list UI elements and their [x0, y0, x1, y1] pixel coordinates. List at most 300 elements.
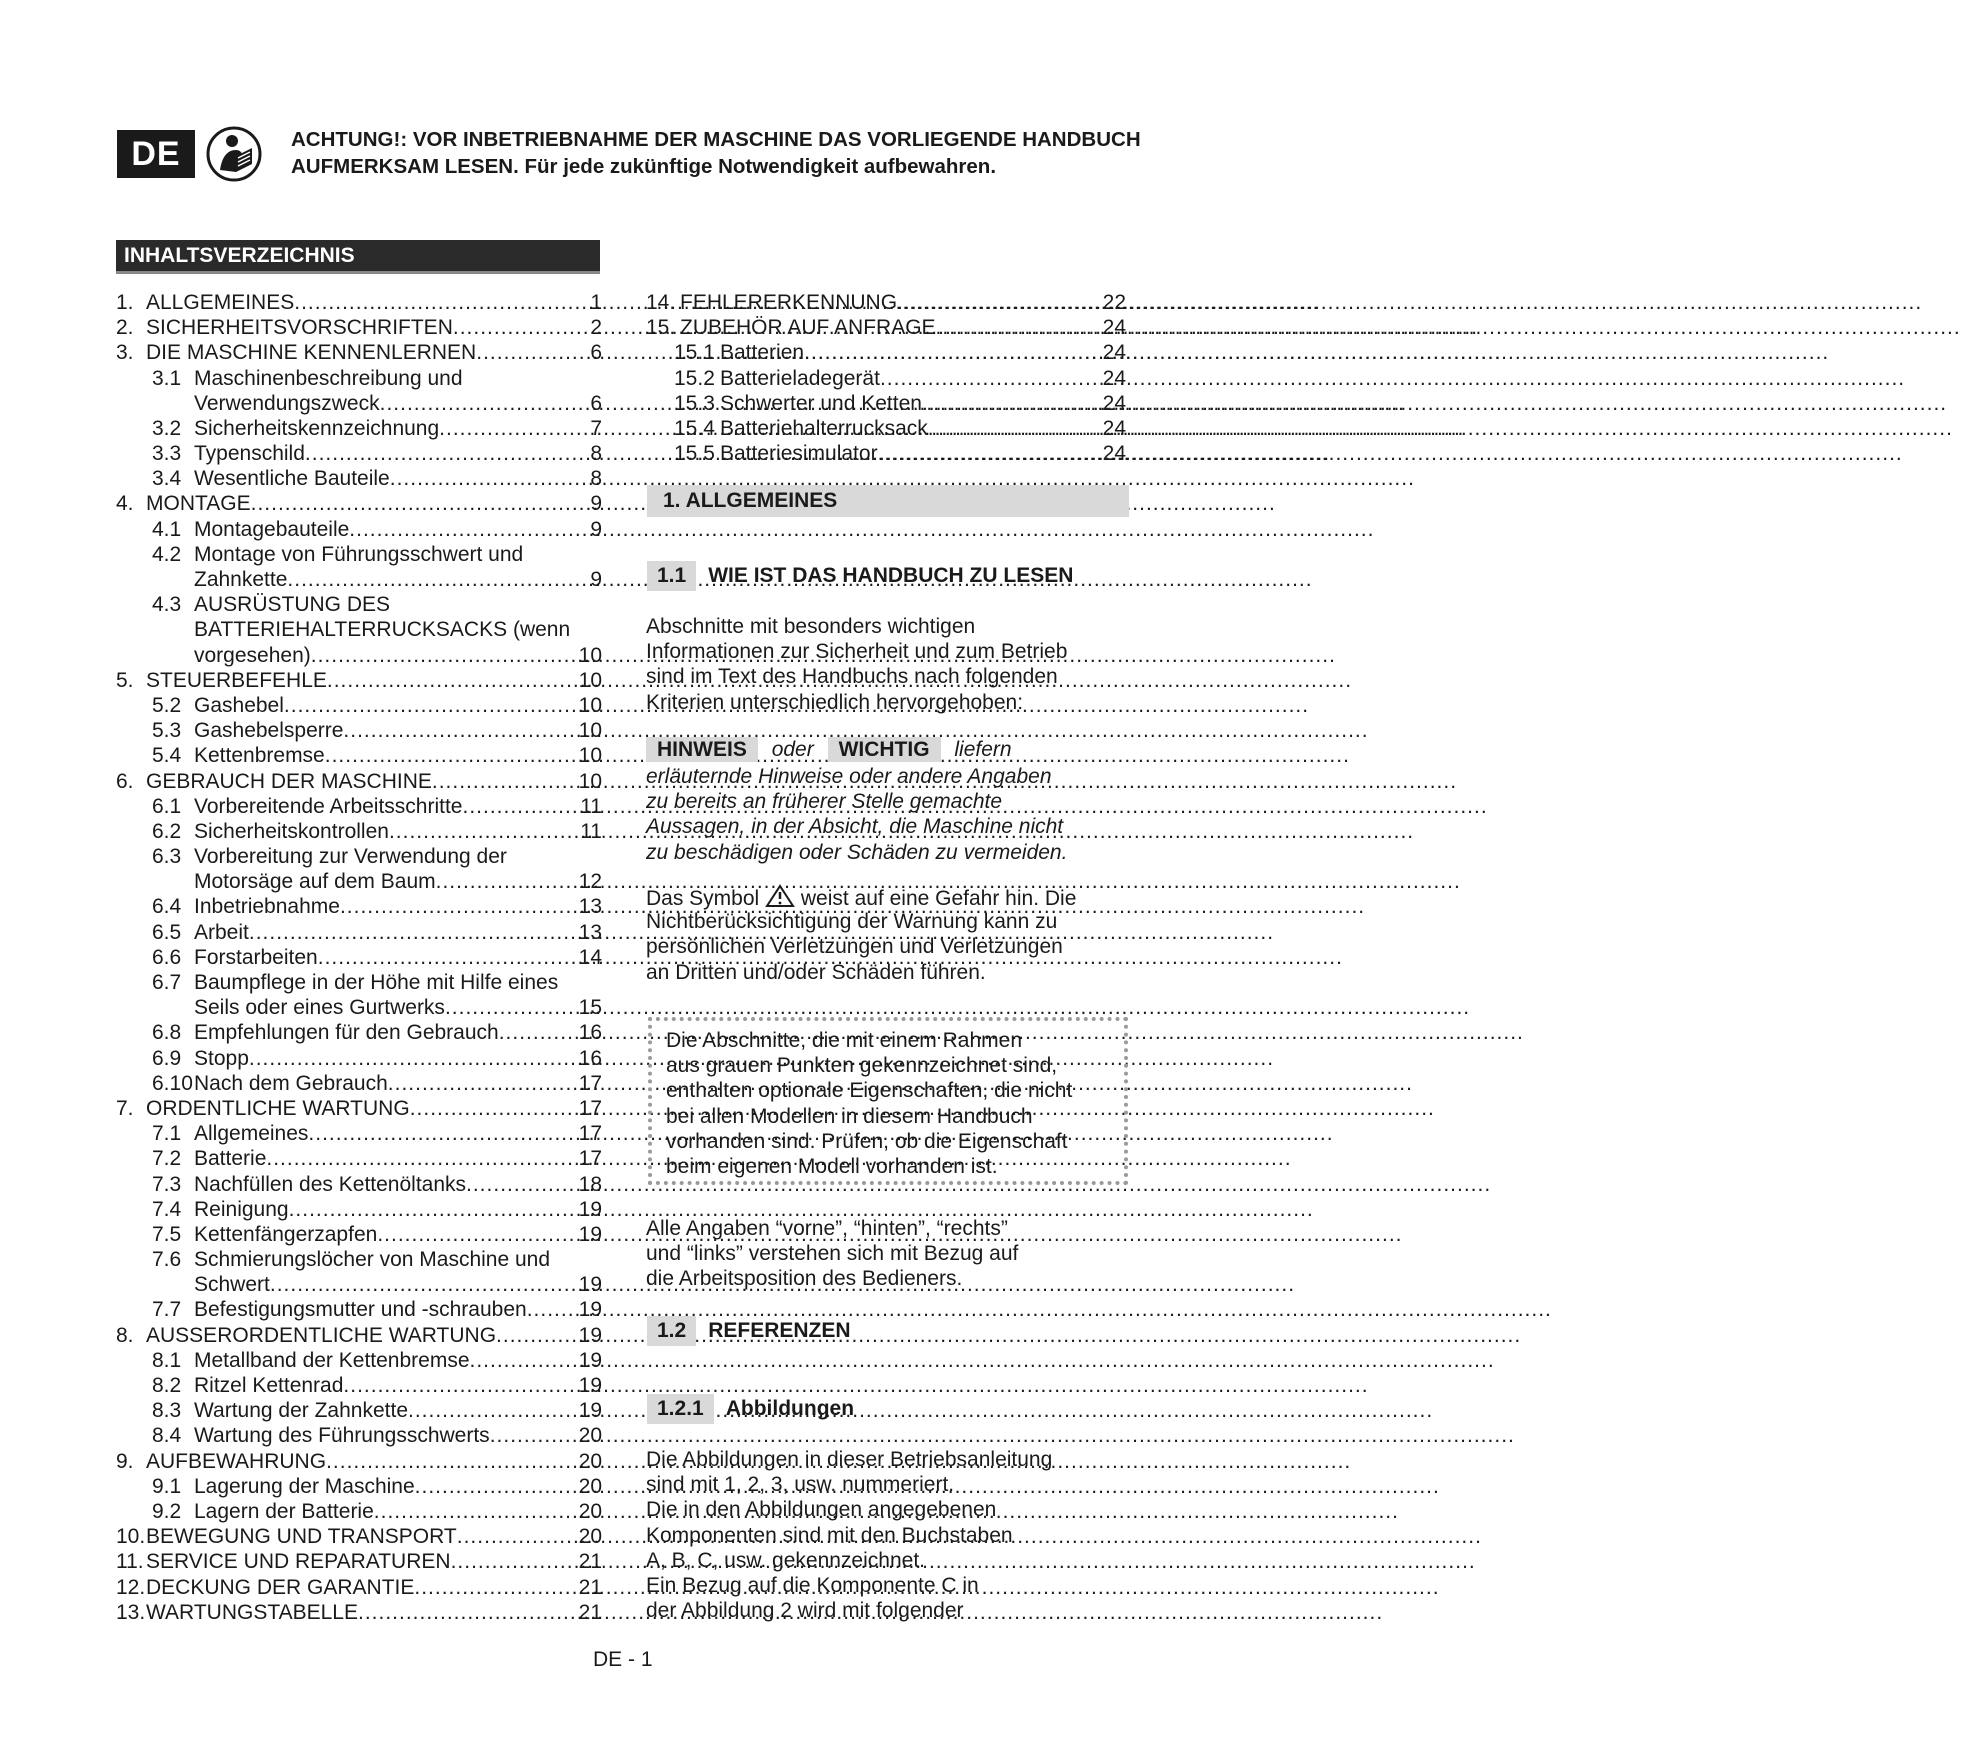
toc-entry-page: 21	[578, 1550, 602, 1574]
text-line: sind im Text des Handbuchs nach folgenden	[646, 665, 1058, 689]
text-line: Alle Angaben “vorne”, “hinten”, “rechts”	[646, 1217, 1008, 1240]
text-line: bei allen Modellen in diesem Handbuch	[666, 1104, 1033, 1128]
toc-entry-page: 24	[1102, 416, 1126, 440]
paragraph-directions	[646, 1216, 1018, 1292]
toc-entry-page: 16	[578, 1046, 602, 1070]
toc-entry-page: 24	[1102, 341, 1126, 365]
toc-entry-label: Batterie	[194, 1147, 267, 1171]
toc-leader-dots	[389, 819, 578, 844]
toc-entry-label: Empfehlungen für den Gebrauch	[194, 1021, 499, 1045]
toc-entry[interactable]	[116, 340, 602, 365]
toc-leader-dots	[343, 718, 576, 743]
toc-entry-number: 12.	[116, 1575, 146, 1599]
toc-entry[interactable]	[116, 290, 602, 315]
toc-entry-label: Verwendungszweck	[194, 391, 380, 415]
toc-leader-dots	[922, 391, 1101, 416]
toc-entry-number: 7.3	[152, 1172, 182, 1196]
toc-entry-label: ALLGEMEINES	[146, 290, 295, 314]
toc-leader-dots	[294, 290, 588, 315]
toc-entry[interactable]	[116, 643, 602, 668]
toc-entry-label: Vorbereitung zur Verwendung der	[194, 845, 507, 869]
toc-entry-number: 6.9	[152, 1046, 182, 1070]
toc-entry-number: 6.2	[152, 819, 182, 843]
toc-entry-label: SICHERHEITSVORSCHRIFTEN	[146, 316, 453, 340]
toc-entry[interactable]	[116, 416, 602, 441]
toc-entry[interactable]	[116, 1348, 602, 1373]
toc-entry-page: 11	[580, 794, 602, 818]
toc-entry-page: 19	[578, 1323, 602, 1347]
toc-entry[interactable]	[116, 1398, 602, 1423]
toc-leader-dots	[936, 315, 1101, 340]
toc-entry-label: WARTUNGSTABELLE	[146, 1600, 358, 1624]
toc-leader-dots	[380, 391, 589, 416]
toc-entry-page: 20	[578, 1449, 602, 1473]
toc-entry-number: 4.	[116, 492, 134, 516]
toc-entry[interactable]	[116, 567, 602, 592]
toc-entry-number: 7.5	[152, 1222, 182, 1246]
toc-entry-label: vorgesehen)	[194, 643, 311, 667]
toc-leader-dots	[266, 1146, 576, 1171]
toc-entry-number: 8.3	[152, 1399, 182, 1423]
toc-entry-number: 5.4	[152, 744, 182, 768]
toc-leader-dots	[499, 1020, 577, 1045]
toc-right-column	[646, 290, 1126, 466]
section-number: 1.2.1	[647, 1394, 714, 1424]
toc-entry[interactable]	[116, 1197, 602, 1222]
toc-entry-page: 17	[578, 1096, 602, 1120]
toc-entry-number: 7.	[116, 1096, 134, 1120]
toc-entry[interactable]	[116, 1323, 602, 1348]
toc-entry-label: SERVICE UND REPARATUREN	[146, 1550, 451, 1574]
toc-entry-label: Seils oder eines Gurtwerks	[194, 996, 445, 1020]
text-line: die Arbeitsposition des Bedieners.	[646, 1267, 963, 1291]
toc-entry-number: 4.3	[152, 593, 182, 617]
toc-entry-number: 8.1	[152, 1348, 182, 1372]
toc-entry[interactable]	[116, 819, 602, 844]
toc-entry-number: 5.3	[152, 719, 182, 743]
toc-entry-page: 2	[590, 316, 602, 340]
toc-entry[interactable]	[116, 592, 602, 617]
toc-entry-page: 17	[578, 1071, 602, 1095]
toc-leader-dots	[270, 1272, 577, 1297]
toc-entry-page: 9	[590, 492, 602, 516]
toc-entry-label: Baumpflege in der Höhe mit Hilfe eines	[194, 971, 559, 995]
toc-entry-label: Sicherheitskennzeichnung	[194, 416, 440, 440]
toc-entry[interactable]	[116, 1222, 602, 1247]
toc-entry[interactable]	[116, 617, 602, 642]
section-heading-1-2-1	[647, 1394, 854, 1424]
toc-entry-label: Nach dem Gebrauch	[194, 1071, 388, 1095]
text-line: Die Abbildungen in dieser Betriebsanleitung	[646, 1448, 1053, 1471]
toc-entry-label: Gashebel	[194, 693, 284, 717]
toc-entry-number: 8.	[116, 1323, 134, 1347]
toc-entry-label: DIE MASCHINE KENNENLERNEN	[146, 341, 477, 365]
toc-entry-page: 19	[578, 1273, 602, 1297]
toc-entry-label: Forstarbeiten	[194, 945, 318, 969]
toc-entry-number: 1.	[116, 290, 134, 314]
text-line: Die Abschnitte, die mit einem Rahmen	[666, 1029, 1023, 1052]
toc-entry[interactable]	[116, 693, 602, 718]
toc-entry[interactable]	[646, 366, 1126, 391]
toc-leader-dots	[326, 1449, 577, 1474]
toc-entry-number: 3.	[116, 341, 134, 365]
toc-leader-dots	[804, 340, 1101, 365]
toc-entry-label: Inbetriebnahme	[194, 895, 340, 919]
toc-leader-dots	[496, 1323, 577, 1348]
text-line: zu beschädigen oder Schäden zu vermeiden.	[646, 840, 1068, 864]
toc-leader-dots	[470, 1348, 577, 1373]
text-line: Nichtberücksichtigung der Warnung kann zu	[646, 910, 1058, 934]
toc-entry-label: Allgemeines	[194, 1122, 309, 1146]
page-number: DE - 1	[593, 1648, 653, 1671]
toc-leader-dots	[287, 567, 588, 592]
toc-entry[interactable]	[646, 441, 1126, 466]
section-heading-1-2	[647, 1316, 851, 1346]
toc-entry[interactable]	[116, 844, 602, 869]
toc-entry[interactable]	[116, 970, 602, 995]
toc-entry-number: 15.4	[674, 416, 715, 440]
toc-entry[interactable]	[646, 290, 1126, 315]
toc-entry-page: 17	[578, 1147, 602, 1171]
toc-leader-dots	[414, 1575, 576, 1600]
toc-entry[interactable]	[116, 391, 602, 416]
text-line: persönlichen Verletzungen und Verletzungen	[646, 935, 1063, 959]
section-title: WIE IST DAS HANDBUCH ZU LESEN	[708, 564, 1074, 587]
toc-entry-label: Batterieladegerät	[720, 366, 880, 390]
toc-entry-number: 14.	[646, 290, 676, 314]
toc-entry-label: Kettenbremse	[194, 744, 325, 768]
toc-entry-page: 20	[578, 1474, 602, 1498]
toc-entry-label: AUFBEWAHRUNG	[146, 1449, 327, 1473]
toc-entry-label: MONTAGE	[146, 492, 251, 516]
toc-leader-dots	[439, 416, 588, 441]
toc-entry-page: 16	[578, 1021, 602, 1045]
toc-entry-number: 9.2	[152, 1499, 182, 1523]
toc-entry-page: 10	[578, 769, 602, 793]
toc-leader-dots	[466, 1172, 577, 1197]
toc-leader-dots	[476, 340, 588, 365]
toc-entry-label: ZUBEHÖR AUF ANFRAGE	[680, 316, 936, 340]
wichtig-label: WICHTIG	[828, 737, 941, 762]
text-line: Informationen zur Sicherheit und zum Betrieb	[646, 640, 1068, 664]
toc-leader-dots	[340, 894, 577, 919]
text-line: beim eigenen Modell vorhanden ist.	[666, 1154, 998, 1178]
toc-leader-dots	[490, 1423, 577, 1448]
toc-entry-page: 18	[578, 1172, 602, 1196]
toc-entry-number: 6.7	[152, 971, 182, 995]
text-line: der Abbildung 2 wird mit folgender	[646, 1599, 964, 1623]
oder-text: oder	[771, 738, 814, 761]
toc-entry-page: 8	[590, 467, 602, 491]
toc-entry-page: 24	[1102, 316, 1126, 340]
toc-entry-number: 6.4	[152, 895, 182, 919]
toc-leader-dots	[436, 869, 577, 894]
toc-leader-dots	[251, 491, 589, 516]
toc-entry-label: STEUERBEFEHLE	[146, 668, 327, 692]
toc-entry[interactable]	[116, 1449, 602, 1474]
toc-entry[interactable]	[116, 945, 602, 970]
paragraph-hinweis	[646, 737, 1067, 865]
toc-entry-label: ORDENTLICHE WARTUNG	[146, 1096, 410, 1120]
toc-entry-page: 10	[578, 693, 602, 717]
toc-entry-label: Wartung der Zahnkette	[194, 1399, 408, 1423]
toc-entry-number: 6.5	[152, 920, 182, 944]
toc-entry-page: 20	[578, 1424, 602, 1448]
toc-leader-dots	[325, 743, 577, 768]
toc-entry[interactable]	[116, 315, 602, 340]
toc-entry[interactable]	[116, 1474, 602, 1499]
toc-entry[interactable]	[116, 1020, 602, 1045]
toc-entry[interactable]	[116, 1172, 602, 1197]
toc-leader-dots	[408, 1398, 577, 1423]
text-line: A, B, C, usw. gekennzeichnet.	[646, 1548, 925, 1572]
toc-entry-page: 10	[578, 668, 602, 692]
text-line: zu bereits an früherer Stelle gemachte	[646, 790, 1003, 814]
toc-entry-label: Sicherheitskontrollen	[194, 819, 389, 843]
toc-entry[interactable]	[646, 340, 1126, 365]
toc-entry-label: BATTERIEHALTERRUCKSACKS (wenn	[194, 618, 571, 642]
toc-entry[interactable]	[116, 542, 602, 567]
toc-entry[interactable]	[116, 517, 602, 542]
toc-leader-dots	[358, 1600, 577, 1625]
toc-entry[interactable]	[116, 1298, 602, 1323]
toc-entry-label: GEBRAUCH DER MASCHINE	[146, 769, 432, 793]
toc-leader-dots	[318, 945, 577, 970]
toc-entry-number: 3.1	[152, 366, 182, 390]
toc-leader-dots	[374, 1499, 577, 1524]
liefern-text: liefern	[954, 738, 1012, 761]
toc-entry-page: 21	[578, 1575, 602, 1599]
toc-entry-page: 6	[590, 341, 602, 365]
toc-entry-number: 13.	[116, 1600, 146, 1624]
toc-entry-label: Arbeit	[194, 920, 249, 944]
toc-entry[interactable]	[116, 1071, 602, 1096]
toc-entry-page: 13	[578, 895, 602, 919]
toc-entry-label: Nachfüllen des Kettenöltanks	[194, 1172, 467, 1196]
section-title: Abbildungen	[725, 1397, 855, 1420]
toc-entry-page: 15	[578, 996, 602, 1020]
toc-leader-dots	[390, 466, 589, 491]
section-title: REFERENZEN	[708, 1319, 851, 1342]
toc-entry-page: 19	[578, 1197, 602, 1221]
toc-entry[interactable]	[646, 391, 1126, 416]
toc-entry-number: 6.	[116, 769, 134, 793]
toc-entry-number: 4.2	[152, 542, 182, 566]
toc-entry-page: 24	[1102, 442, 1126, 466]
toc-entry-number: 7.6	[152, 1248, 182, 1272]
toc-entry[interactable]	[116, 769, 602, 794]
toc-entry-page: 11	[580, 819, 602, 843]
toc-entry-number: 3.3	[152, 442, 182, 466]
toc-entry-label: Wesentliche Bauteile	[194, 467, 390, 491]
toc-leader-dots	[897, 290, 1101, 315]
text-line: Aussagen, in der Absicht, die Maschine nicht	[646, 815, 1064, 839]
toc-entry[interactable]	[116, 1549, 602, 1574]
toc-entry[interactable]	[116, 1600, 602, 1625]
text-line: an Dritten und/oder Schäden führen.	[646, 960, 986, 984]
hinweis-label: HINWEIS	[646, 737, 758, 762]
toc-leader-dots	[388, 1071, 577, 1096]
toc-entry-page: 9	[590, 568, 602, 592]
toc-leader-dots	[415, 1474, 577, 1499]
toc-entry-number: 6.6	[152, 945, 182, 969]
toc-entry-number: 7.1	[152, 1122, 182, 1146]
toc-entry-page: 19	[578, 1399, 602, 1423]
toc-entry-page: 21	[578, 1600, 602, 1624]
toc-entry-number: 5.2	[152, 693, 182, 717]
toc-leader-dots	[311, 643, 577, 668]
toc-entry-page: 8	[590, 442, 602, 466]
text-line: und “links” verstehen sich mit Bezug auf	[646, 1242, 1019, 1266]
toc-entry-label: Montagebauteile	[194, 517, 350, 541]
toc-entry[interactable]	[116, 743, 602, 768]
toc-leader-dots	[249, 920, 577, 945]
toc-entry-number: 6.1	[152, 794, 182, 818]
toc-entry[interactable]	[116, 794, 602, 819]
toc-entry-label: Batteriehalterrucksack	[720, 416, 928, 440]
toc-entry-label: Schwerter und Ketten	[720, 391, 922, 415]
toc-entry-label: Reinigung	[194, 1197, 289, 1221]
toc-entry-label: Maschinenbeschreibung und	[194, 366, 463, 390]
toc-entry[interactable]	[116, 466, 602, 491]
toc-leader-dots	[457, 1524, 577, 1549]
toc-entry[interactable]	[116, 1272, 602, 1297]
toc-entry[interactable]	[116, 492, 602, 517]
toc-entry-number: 8.2	[152, 1374, 182, 1398]
toc-entry-number: 7.2	[152, 1147, 182, 1171]
toc-entry[interactable]	[116, 995, 602, 1020]
toc-entry[interactable]	[116, 920, 602, 945]
toc-entry-page: 19	[578, 1348, 602, 1372]
toc-leader-dots	[327, 668, 577, 693]
toc-entry-number: 15.3	[674, 391, 715, 415]
toc-entry-number: 11.	[116, 1550, 144, 1574]
toc-entry[interactable]	[116, 668, 602, 693]
toc-entry-page: 12	[578, 870, 602, 894]
toc-entry-label: BEWEGUNG UND TRANSPORT	[146, 1525, 457, 1549]
toc-entry-number: 2.	[116, 316, 134, 340]
toc-entry-label: Wartung des Führungsschwerts	[194, 1424, 490, 1448]
toc-entry-label: Motorsäge auf dem Baum	[194, 870, 436, 894]
paragraph-intro	[646, 614, 1067, 715]
toc-leader-dots	[249, 1046, 577, 1071]
toc-leader-dots	[878, 441, 1101, 466]
toc-leader-dots	[463, 794, 579, 819]
toc-entry-page: 19	[578, 1298, 602, 1322]
toc-entry-label: DECKUNG DER GARANTIE	[146, 1575, 415, 1599]
toc-entry-page: 6	[590, 391, 602, 415]
toc-entry[interactable]	[116, 1046, 602, 1071]
toc-leader-dots	[410, 1096, 577, 1121]
toc-entry-page: 10	[578, 719, 602, 743]
toc-leader-dots	[928, 416, 1101, 441]
text-line: vorhanden sind. Prüfen, ob die Eigenschaft	[666, 1129, 1068, 1153]
toc-entry-page: 10	[578, 744, 602, 768]
section-heading-1-1	[647, 561, 1073, 591]
toc-entry[interactable]	[646, 315, 1126, 340]
toc-entry[interactable]	[116, 1096, 602, 1121]
toc-entry-number: 6.8	[152, 1021, 182, 1045]
toc-entry[interactable]	[116, 1499, 602, 1524]
text-line: enthalten optionale Eigenschaften, die nicht	[666, 1079, 1073, 1103]
toc-entry-label: Metallband der Kettenbremse	[194, 1348, 470, 1372]
section-number: 1.2	[647, 1316, 696, 1346]
toc-entry-label: Vorbereitende Arbeitsschritte	[194, 794, 463, 818]
toc-entry-number: 4.1	[152, 517, 182, 541]
toc-entry[interactable]	[116, 1373, 602, 1398]
paragraph-figures	[646, 1447, 1052, 1623]
toc-entry-number: 3.2	[152, 416, 182, 440]
toc-entry-page: 22	[1102, 290, 1126, 314]
toc-leader-dots	[445, 995, 577, 1020]
toc-leader-dots	[880, 366, 1101, 391]
toc-entry-label: FEHLERERKENNUNG	[680, 290, 898, 314]
toc-entry-page: 17	[578, 1122, 602, 1146]
paragraph-symbol	[646, 884, 1076, 985]
toc-entry-number: 15.5	[674, 442, 715, 466]
toc-entry-number: 15.2	[674, 366, 715, 390]
toc-entry-label: Schmierungslöcher von Maschine und	[194, 1248, 551, 1272]
toc-leader-dots	[284, 693, 577, 718]
toc-entry-number: 10.	[116, 1525, 146, 1549]
warning-text-line1: ACHTUNG!: VOR INBETRIEBNAHME DER MASCHINE DAS VORLIEGENDE HANDBUCH	[291, 128, 1141, 151]
toc-entry-label: Batterien	[720, 341, 805, 365]
text-line: Ein Bezug auf die Komponente C in	[646, 1573, 979, 1597]
toc-leader-dots	[349, 517, 588, 542]
warning-text-line2: AUFMERKSAM LESEN. Für jede zukünftige Notwendigkeit aufbewahren.	[291, 155, 997, 178]
toc-entry[interactable]	[116, 1524, 602, 1549]
toc-entry-label: Stopp	[194, 1046, 249, 1070]
toc-entry[interactable]	[116, 869, 602, 894]
toc-leader-dots	[289, 1197, 577, 1222]
toc-entry[interactable]	[116, 895, 602, 920]
text-line: Komponenten sind mit den Buchstaben	[646, 1523, 1013, 1547]
toc-entry-number: 15.1	[674, 341, 715, 365]
text-line: Abschnitte mit besonders wichtigen	[646, 615, 976, 638]
toc-entry-label: Batteriesimulator	[720, 442, 878, 466]
toc-entry-page: 19	[578, 1374, 602, 1398]
toc-entry[interactable]	[116, 1146, 602, 1171]
toc-entry-page: 24	[1102, 366, 1126, 390]
toc-entry-page: 20	[578, 1525, 602, 1549]
toc-entry-label: Kettenfängerzapfen	[194, 1222, 378, 1246]
toc-entry[interactable]	[116, 1423, 602, 1448]
toc-entry[interactable]	[646, 416, 1126, 441]
toc-leader-dots	[308, 1121, 576, 1146]
toc-entry-label: Zahnkette	[194, 568, 288, 592]
toc-entry-number: 6.10	[152, 1071, 193, 1095]
toc-entry-number: 6.3	[152, 845, 182, 869]
toc-entry[interactable]	[116, 366, 602, 391]
toc-leader-dots	[377, 1222, 576, 1247]
section-number: 1.1	[647, 561, 696, 591]
read-manual-icon	[206, 126, 262, 182]
text-line: Die in den Abbildungen angegebenen	[646, 1498, 997, 1522]
toc-entry-number: 7.4	[152, 1197, 182, 1221]
toc-leader-dots	[305, 441, 588, 466]
toc-entry[interactable]	[116, 441, 602, 466]
toc-entry[interactable]	[116, 1247, 602, 1272]
toc-entry[interactable]	[116, 1121, 602, 1146]
toc-entry-label: Lagerung der Maschine	[194, 1474, 415, 1498]
toc-entry[interactable]	[116, 718, 602, 743]
toc-entry[interactable]	[116, 1575, 602, 1600]
toc-entry-label: Schwert	[194, 1273, 270, 1297]
toc-leader-dots	[432, 769, 577, 794]
text-span: Das Symbol	[646, 887, 760, 910]
warning-triangle-icon	[765, 884, 795, 908]
toc-entry-page: 20	[578, 1499, 602, 1523]
